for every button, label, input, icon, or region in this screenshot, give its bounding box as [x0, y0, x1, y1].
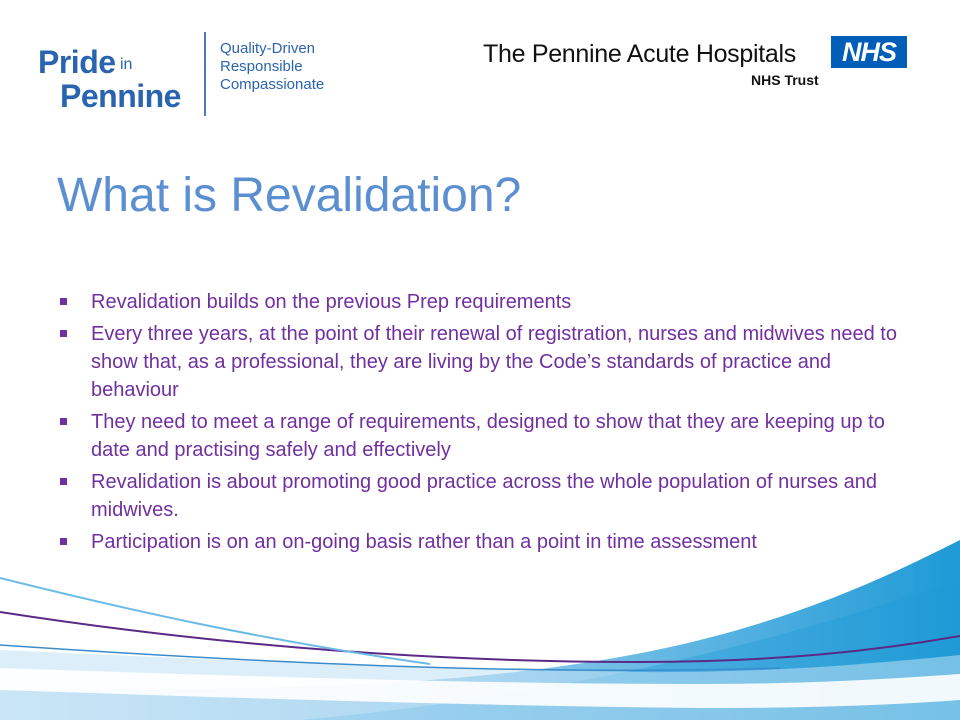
bullet-text: Participation is on an on-going basis rather than a point in time assessment	[91, 531, 757, 553]
bullet-text: They need to meet a range of requirements, designed to show that they are keeping up to date and practising safely and effectively	[91, 411, 885, 461]
trust-name: The Pennine Acute Hospitals	[483, 40, 796, 68]
bullet-item	[56, 320, 906, 404]
bullet-text: Revalidation is about promoting good practice across the whole population of nurses and midwives.	[91, 471, 878, 521]
logo-value-compassionate: Compassionate	[220, 76, 325, 93]
bullet-text: Every three years, at the point of their renewal of registration, nurses and midwives need to show that, as a professional, they are living by the Code’s standards of practice and behaviour	[91, 323, 897, 401]
bullet-item	[56, 468, 906, 524]
logo-in-text: in	[120, 56, 133, 73]
trust-subtitle: NHS Trust	[751, 72, 819, 88]
square-bullet-icon	[60, 478, 67, 485]
square-bullet-icon	[60, 418, 67, 425]
bullet-item	[56, 288, 906, 316]
square-bullet-icon	[60, 538, 67, 545]
nhs-logo	[831, 36, 907, 68]
logo-divider	[204, 32, 206, 116]
logo-values	[220, 40, 324, 94]
square-bullet-icon	[60, 330, 67, 337]
slide-title: What is Revalidation?	[57, 169, 522, 222]
bullet-text: Revalidation builds on the previous Prep requirements	[91, 291, 572, 313]
pride-in-pennine-logo	[38, 40, 338, 116]
nhs-logo-text: NHS	[841, 37, 896, 67]
square-bullet-icon	[60, 298, 67, 305]
bullet-item	[56, 528, 906, 556]
bullet-list	[56, 288, 906, 560]
logo-pride-text: Pride	[38, 44, 116, 80]
logo-pennine-text: Pennine	[60, 78, 181, 114]
bullet-item	[56, 408, 906, 464]
logo-value-quality: Quality-Driven	[220, 40, 316, 57]
logo-value-responsible: Responsible	[220, 58, 303, 75]
